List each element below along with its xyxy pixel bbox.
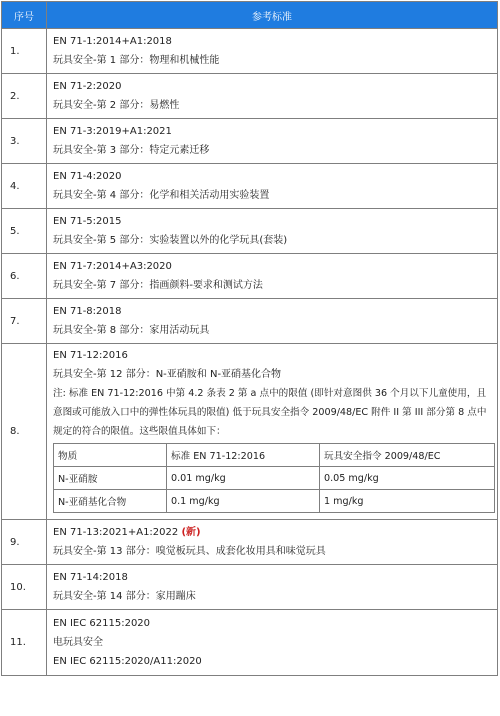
- limits-cell: 1 mg/kg: [320, 490, 495, 513]
- row-number: 1.: [2, 29, 47, 74]
- limits-cell: N-亚硝基化合物: [54, 490, 167, 513]
- row-number: 7.: [2, 299, 47, 344]
- limits-header-directive: 玩具安全指令 2009/48/EC: [320, 444, 495, 467]
- row-content: [47, 254, 498, 299]
- standard-code-amendment: EN IEC 62115:2020/A11:2020: [53, 656, 202, 667]
- row-content: [47, 344, 498, 520]
- row-content: [47, 74, 498, 119]
- limits-header-en71: 标准 EN 71-12:2016: [167, 444, 320, 467]
- row-content: [47, 164, 498, 209]
- limits-table: [53, 443, 495, 513]
- standard-code: EN IEC 62115:2020: [53, 618, 151, 629]
- new-badge: (新): [181, 527, 201, 538]
- limits-cell: 0.01 mg/kg: [167, 467, 320, 490]
- standard-code: EN 71-7:2014+A3:2020: [53, 261, 172, 272]
- table-row: [2, 610, 498, 676]
- standard-code-line: [53, 523, 497, 542]
- row-number: 10.: [2, 565, 47, 610]
- table-row: [2, 209, 498, 254]
- limits-header-substance: 物质: [54, 444, 167, 467]
- table-row: [2, 74, 498, 119]
- standard-title: 玩具安全-第 4 部分：化学和相关活动用实验装置: [53, 190, 270, 201]
- row-content: [47, 610, 498, 676]
- standard-title: 玩具安全-第 12 部分：N-亚硝胺和 N-亚硝基化合物: [53, 369, 282, 380]
- standard-title: 玩具安全-第 2 部分：易燃性: [53, 100, 180, 111]
- table-row: [2, 520, 498, 565]
- standard-title: 玩具安全-第 3 部分：特定元素迁移: [53, 145, 210, 156]
- table-header-row: [2, 2, 498, 29]
- standard-title: 玩具安全-第 7 部分：指画颜料-要求和测试方法: [53, 280, 263, 291]
- standard-code: EN 71-13:2021+A1:2022: [53, 527, 179, 538]
- standard-code: EN 71-14:2018: [53, 572, 128, 583]
- row-number: 5.: [2, 209, 47, 254]
- standard-note: 注: 标准 EN 71-12:2016 中第 4.2 条表 2 第 a 点中的限值 (即针对意图供 36 个月以下儿童使用，且意图或可能放入口中的弹性体玩具的限值) 低于玩具安全指令 2009/48/EC 附件 II 第 III 部分第 8 点中规定的符合的限值。这些限值具体如下：: [53, 388, 487, 437]
- table-row: [2, 299, 498, 344]
- row-number: 6.: [2, 254, 47, 299]
- row-number: 8.: [2, 344, 47, 520]
- standard-code: EN 71-5:2015: [53, 216, 122, 227]
- standard-code: EN 71-12:2016: [53, 350, 128, 361]
- row-content: [47, 299, 498, 344]
- row-content: [47, 209, 498, 254]
- standard-code: EN 71-2:2020: [53, 81, 122, 92]
- row-content: [47, 29, 498, 74]
- standard-title: 电玩具安全: [53, 637, 103, 648]
- limits-header-row: [54, 444, 495, 467]
- standard-title: 玩具安全-第 14 部分：家用蹦床: [53, 591, 196, 602]
- standard-title: 玩具安全-第 8 部分：家用活动玩具: [53, 325, 210, 336]
- standard-code: EN 71-4:2020: [53, 171, 122, 182]
- table-row: [2, 29, 498, 74]
- limits-cell: 0.1 mg/kg: [167, 490, 320, 513]
- table-row: [2, 565, 498, 610]
- row-content: [47, 565, 498, 610]
- standard-code: EN 71-3:2019+A1:2021: [53, 126, 172, 137]
- standard-title: 玩具安全-第 13 部分：嗅觉板玩具、成套化妆用具和味觉玩具: [53, 546, 326, 557]
- standard-title: 玩具安全-第 5 部分：实验装置以外的化学玩具(套装): [53, 235, 288, 246]
- limits-row: [54, 490, 495, 513]
- row-number: 4.: [2, 164, 47, 209]
- limits-cell: 0.05 mg/kg: [320, 467, 495, 490]
- row-content: [47, 119, 498, 164]
- table-row: [2, 344, 498, 520]
- standard-title: 玩具安全-第 1 部分：物理和机械性能: [53, 55, 220, 66]
- standard-code: EN 71-1:2014+A1:2018: [53, 36, 172, 47]
- standards-table: [1, 1, 498, 676]
- limits-cell: N-亚硝胺: [54, 467, 167, 490]
- row-content: [47, 520, 498, 565]
- table-row: [2, 164, 498, 209]
- table-row: [2, 254, 498, 299]
- row-number: 2.: [2, 74, 47, 119]
- standard-code: EN 71-8:2018: [53, 306, 122, 317]
- row-number: 11.: [2, 610, 47, 676]
- table-row: [2, 119, 498, 164]
- standards-table-container: [1, 1, 497, 676]
- header-standard: 参考标准: [47, 2, 498, 29]
- header-no: 序号: [2, 2, 47, 29]
- row-number: 9.: [2, 520, 47, 565]
- limits-row: [54, 467, 495, 490]
- row-number: 3.: [2, 119, 47, 164]
